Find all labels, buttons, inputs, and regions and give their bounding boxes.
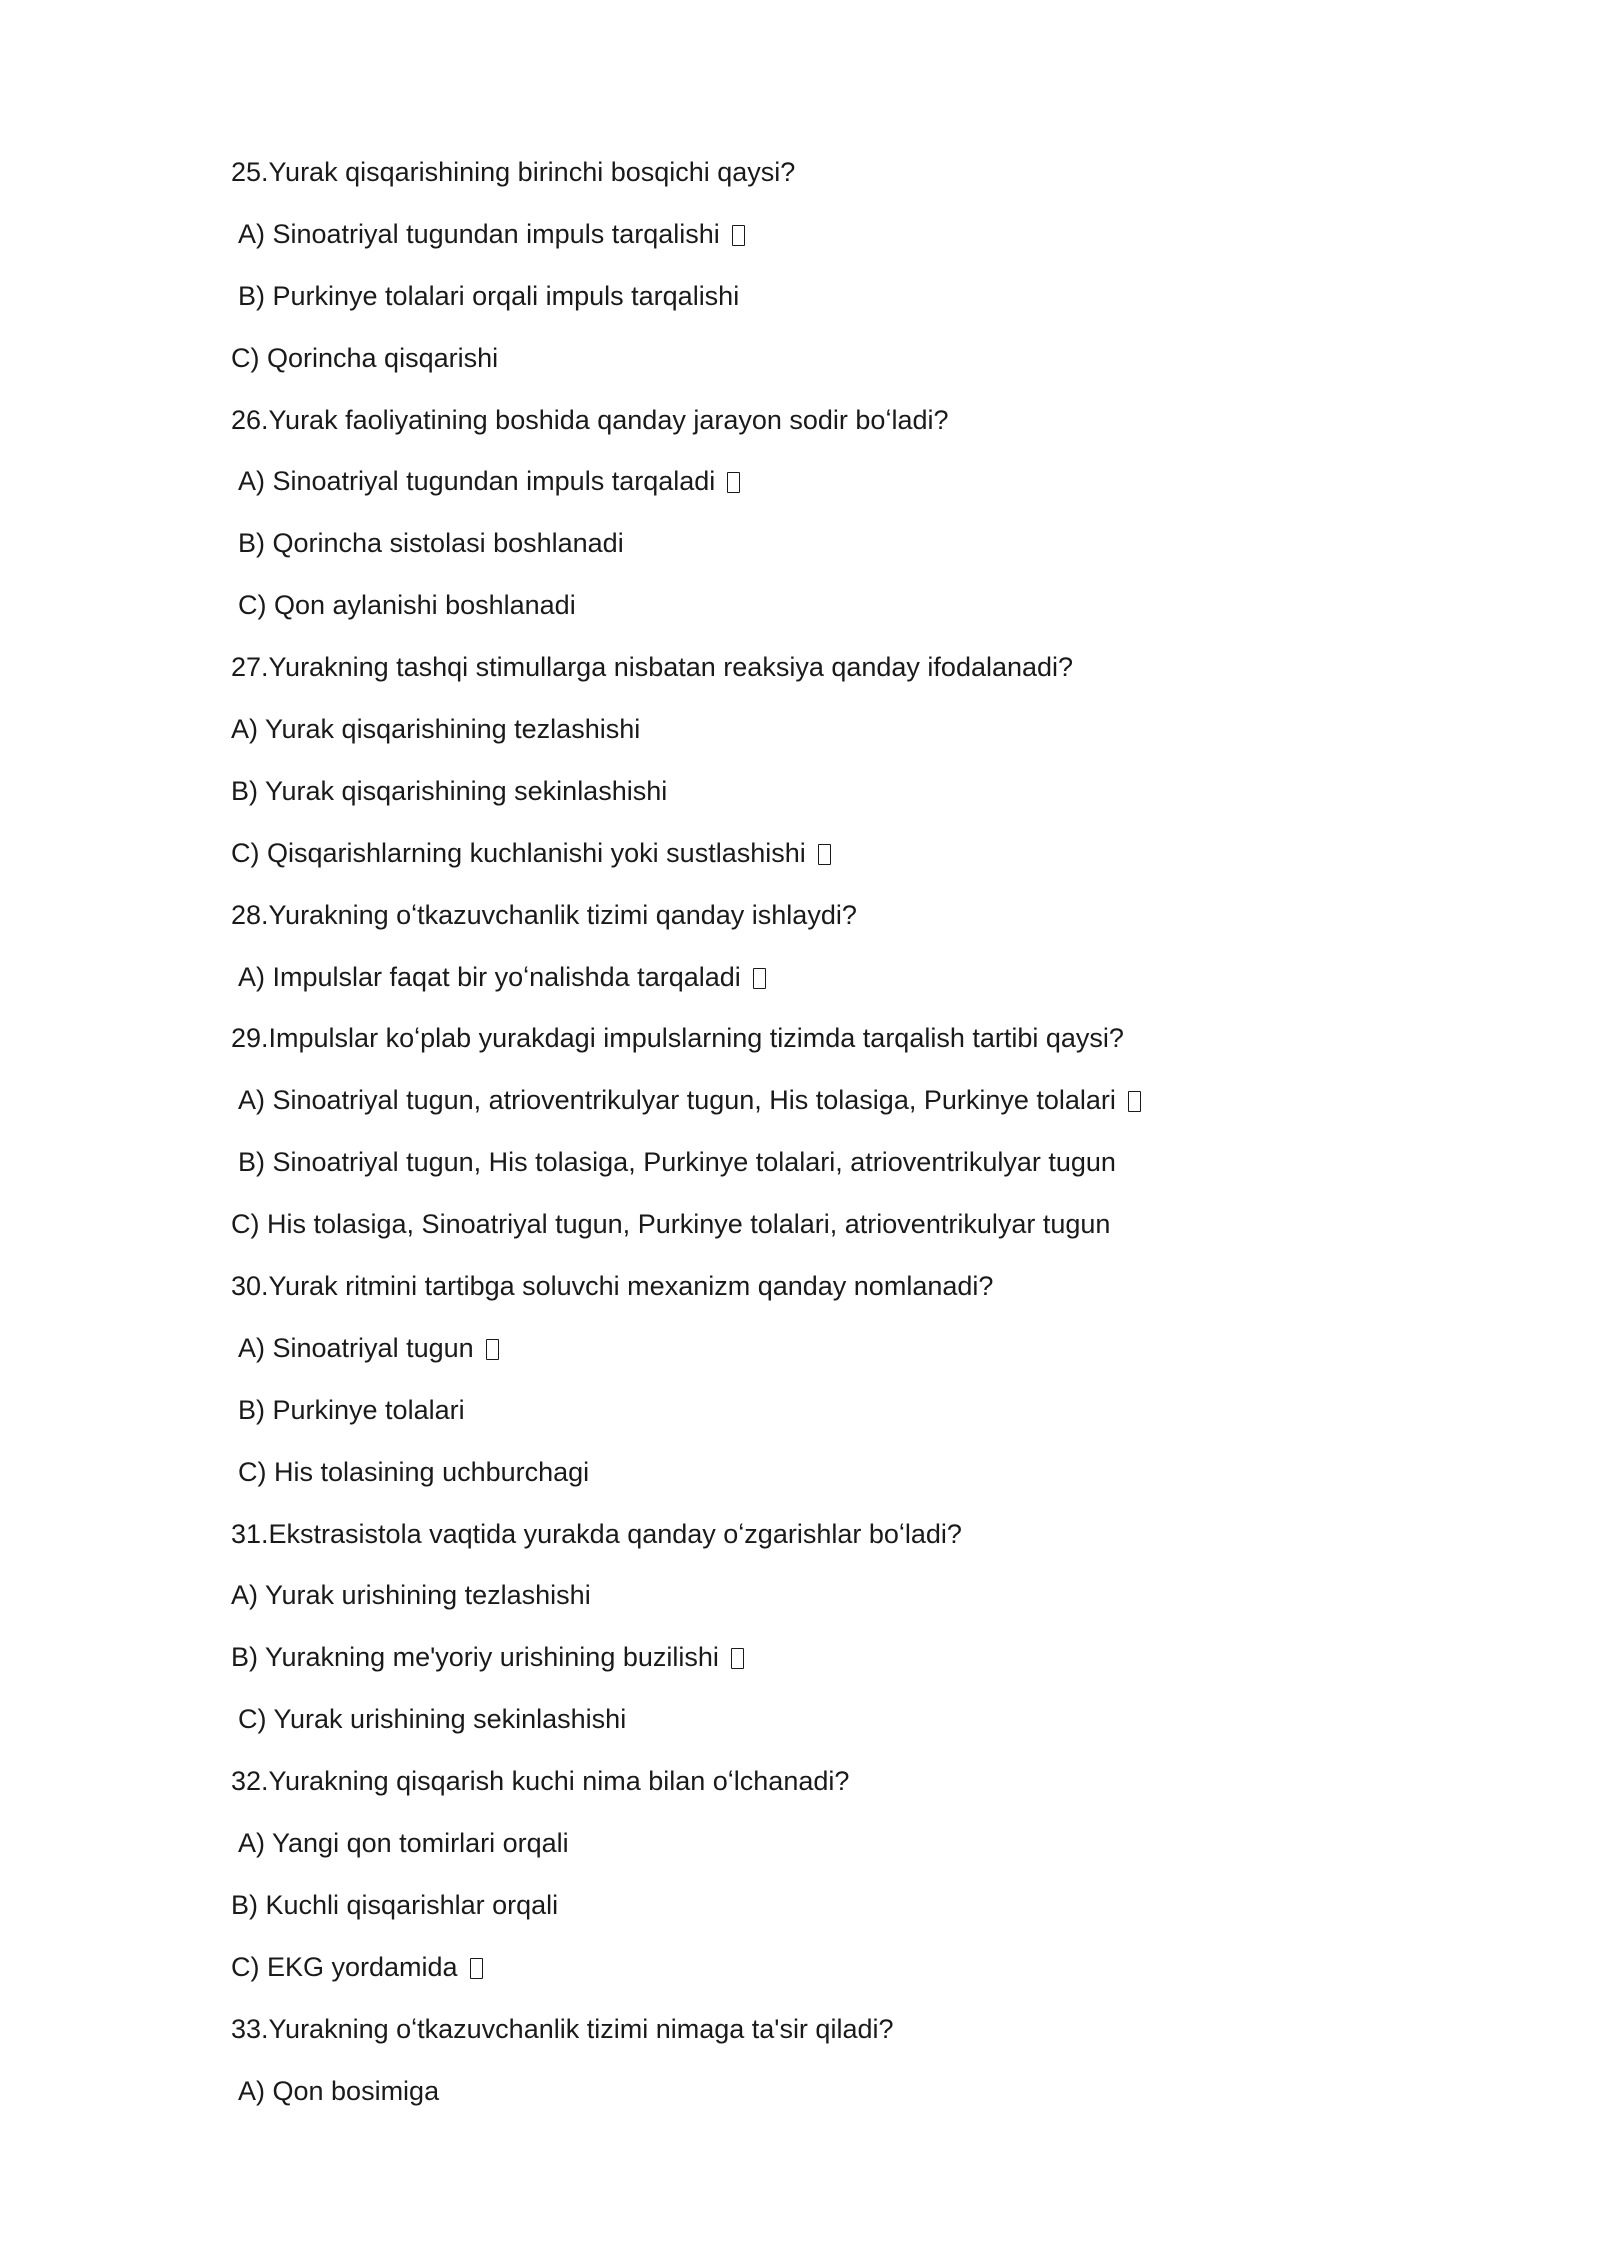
answer-option: [231, 1326, 1451, 1370]
question-text: 27.Yurakning tashqi stimullarga nisbatan reaksiya qanday ifodalanadi?: [231, 652, 1074, 683]
answer-option: [231, 1573, 1451, 1617]
answer-option-text: A) Sinoatriyal tugundan impuls tarqalishi: [238, 218, 720, 249]
answer-option: [231, 1697, 1451, 1741]
question-text: 26.Yurak faoliyatining boshida qanday jarayon sodir boʻladi?: [231, 404, 949, 435]
answer-option: [231, 1202, 1451, 1246]
answer-option-text: C) Qisqarishlarning kuchlanishi yoki sustlashishi: [231, 837, 806, 868]
answer-option: [231, 1883, 1451, 1927]
answer-option: [231, 1140, 1451, 1184]
question-text: 31.Ekstrasistola vaqtida yurakda qanday oʻzgarishlar boʻladi?: [231, 1518, 962, 1549]
answer-option: [231, 2069, 1451, 2113]
answer-option: [231, 1078, 1451, 1122]
answer-option: [231, 583, 1451, 627]
answer-option: [231, 769, 1451, 813]
answer-option-text: A) Yurak qisqarishining tezlashishi: [231, 714, 641, 745]
answer-option: [231, 955, 1451, 999]
answer-option-text: B) Qorincha sistolasi boshlanadi: [238, 528, 624, 559]
question-text: 25.Yurak qisqarishining birinchi bosqichi qaysi?: [231, 157, 796, 187]
correct-answer-mark-icon: [470, 1958, 483, 1979]
answer-option: [231, 1821, 1451, 1865]
question-list: [231, 150, 1451, 2131]
correct-answer-mark-icon: [731, 1648, 744, 1669]
answer-option-text: C) Qon aylanishi boshlanadi: [238, 590, 576, 621]
correct-answer-mark-icon: [753, 968, 766, 989]
correct-answer-mark-icon: [1128, 1091, 1141, 1112]
answer-option: [231, 1635, 1451, 1679]
answer-option: [231, 1388, 1451, 1432]
answer-option: [231, 274, 1451, 318]
answer-option-text: A) Sinoatriyal tugundan impuls tarqaladi: [238, 466, 716, 497]
answer-option: [231, 459, 1451, 503]
answer-option: [231, 1945, 1451, 1989]
answer-option: [231, 521, 1451, 565]
answer-option-text: C) His tolasining uchburchagi: [238, 1456, 590, 1487]
correct-answer-mark-icon: [486, 1339, 499, 1360]
question-text: 29.Impulslar koʻplab yurakdagi impulslarning tizimda tarqalish tartibi qaysi?: [231, 1023, 1124, 1054]
question-text: 32.Yurakning qisqarish kuchi nima bilan oʻlchanadi?: [231, 1766, 850, 1797]
answer-option-text: B) Purkinye tolalari orqali impuls tarqalishi: [238, 280, 740, 311]
answer-option: [231, 1450, 1451, 1494]
answer-option-text: B) Yurakning me'yoriy urishining buzilishi: [231, 1642, 719, 1673]
answer-option-text: C) Qorincha qisqarishi: [231, 342, 499, 373]
answer-option-text: A) Sinoatriyal tugun: [238, 1332, 474, 1363]
answer-option-text: C) His tolasiga, Sinoatriyal tugun, Purkinye tolalari, atrioventrikulyar tugun: [231, 1209, 1111, 1240]
answer-option-text: A) Impulslar faqat bir yoʻnalishda tarqaladi: [238, 961, 741, 992]
correct-answer-mark-icon: [732, 225, 745, 246]
answer-option-text: A) Yangi qon tomirlari orqali: [238, 1828, 569, 1859]
correct-answer-mark-icon: [727, 472, 740, 493]
answer-option-text: B) Kuchli qisqarishlar orqali: [231, 1889, 559, 1920]
answer-option-text: B) Yurak qisqarishining sekinlashishi: [231, 775, 668, 806]
answer-option: [231, 212, 1451, 256]
correct-answer-mark-icon: [818, 844, 831, 865]
answer-option-text: B) Purkinye tolalari: [238, 1394, 465, 1425]
answer-option: [231, 831, 1451, 875]
answer-option-text: C) Yurak urishining sekinlashishi: [238, 1704, 627, 1735]
answer-option-text: A) Yurak urishining tezlashishi: [231, 1580, 591, 1611]
answer-option-text: A) Qon bosimiga: [238, 2075, 440, 2106]
answer-option-text: A) Sinoatriyal tugun, atrioventrikulyar tugun, His tolasiga, Purkinye tolalari: [238, 1085, 1116, 1116]
answer-option-text: C) EKG yordamida: [231, 1951, 458, 1982]
answer-option-text: B) Sinoatriyal tugun, His tolasiga, Purkinye tolalari, atrioventrikulyar tugun: [238, 1147, 1116, 1178]
question-text: 28.Yurakning oʻtkazuvchanlik tizimi qanday ishlaydi?: [231, 899, 857, 930]
answer-option: [231, 336, 1451, 380]
answer-option: [231, 707, 1451, 751]
question-text: 33.Yurakning oʻtkazuvchanlik tizimi nimaga ta'sir qiladi?: [231, 2013, 894, 2044]
question-text: 30.Yurak ritmini tartibga soluvchi mexanizm qanday nomlanadi?: [231, 1271, 994, 1302]
